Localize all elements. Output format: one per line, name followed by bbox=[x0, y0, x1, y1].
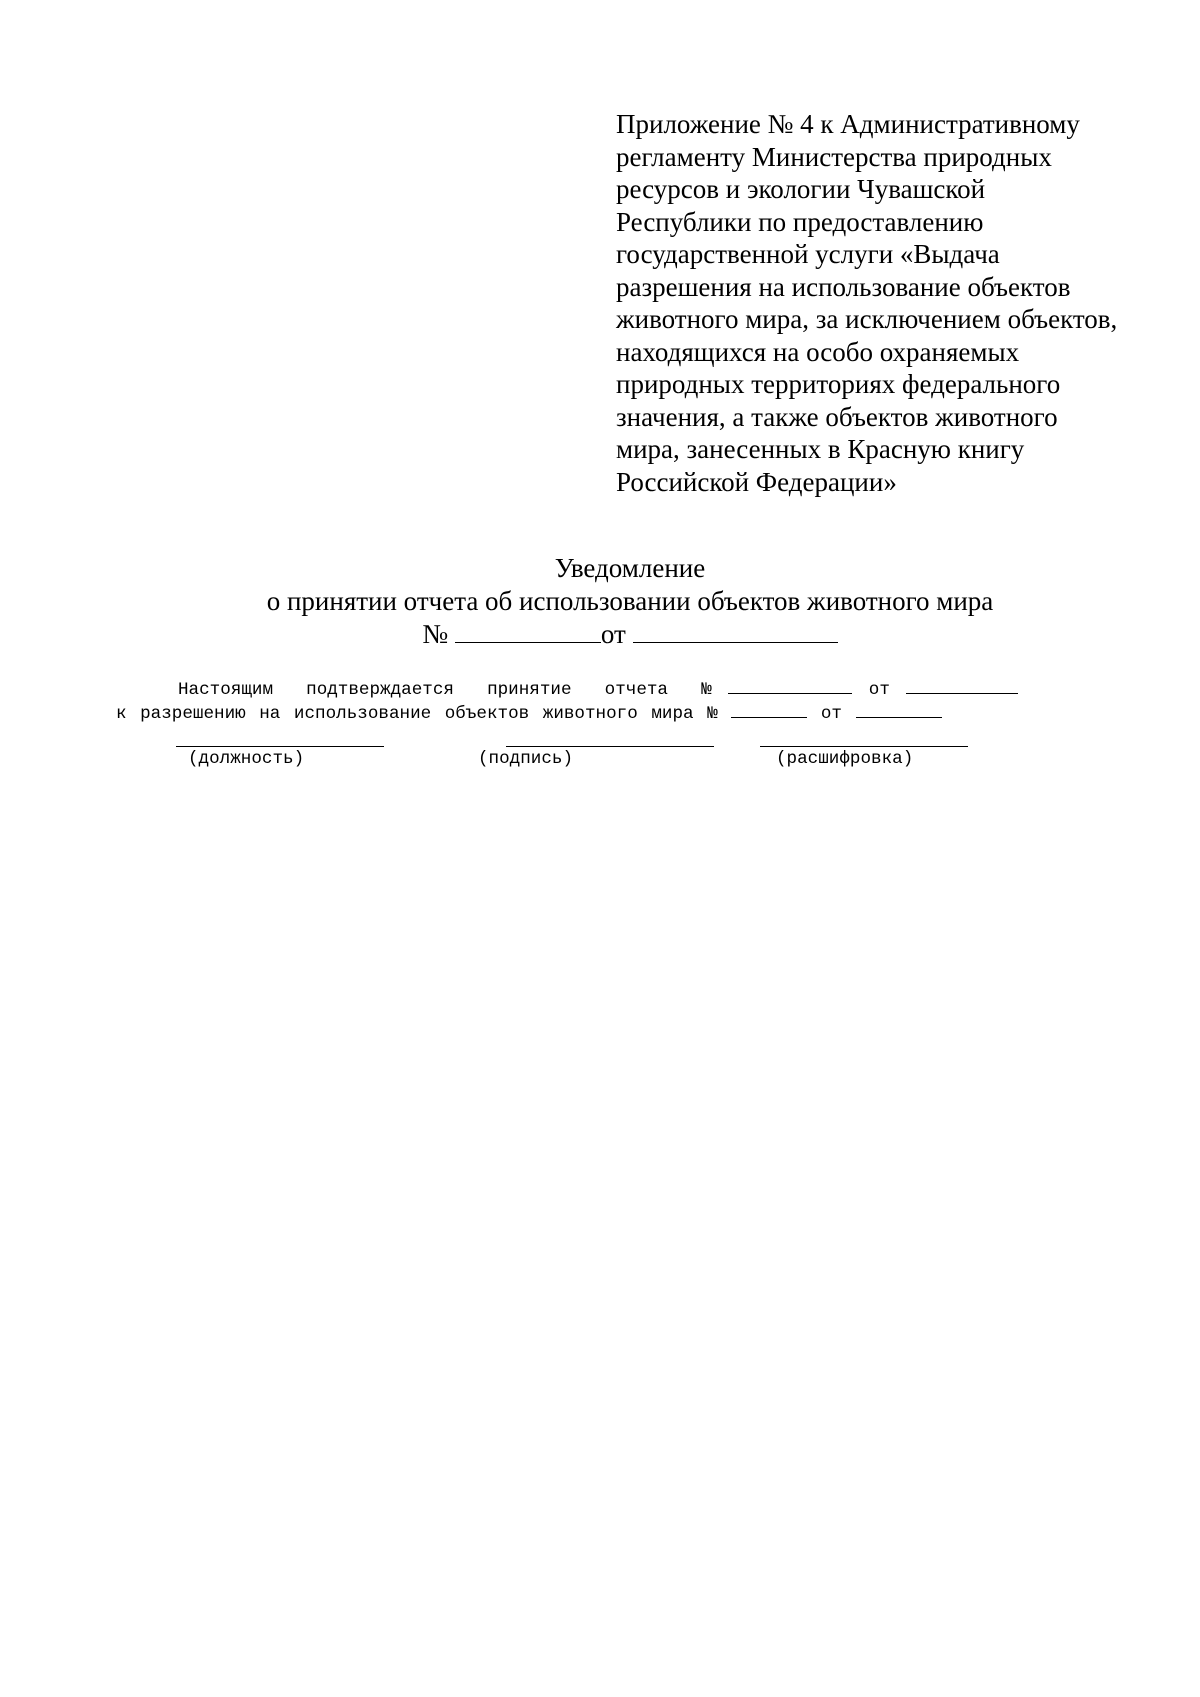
signature-line[interactable] bbox=[506, 746, 714, 747]
report-date-blank[interactable] bbox=[906, 677, 1018, 694]
notice-subtitle: о принятии отчета об использовании объектов животного мира bbox=[266, 586, 994, 616]
appendix-line: Республики по предоставлению bbox=[616, 206, 984, 237]
notice-number-blank[interactable] bbox=[455, 620, 601, 643]
notice-heading bbox=[0, 552, 1200, 651]
permit-text: к разрешению на использование объектов животного мира № bbox=[116, 704, 718, 724]
appendix-line: разрешения на использование объектов bbox=[616, 271, 1071, 302]
confirmation-text: Настоящим подтверждается принятие отчета № bbox=[178, 680, 712, 700]
permit-number-blank[interactable] bbox=[731, 701, 807, 718]
number-sign: № bbox=[422, 619, 449, 649]
appendix-line: природных территориях федерального bbox=[616, 369, 1061, 399]
notice-number-line bbox=[0, 618, 1200, 651]
appendix-line: Российской Федерации» bbox=[616, 466, 897, 497]
position-label: (должность) bbox=[188, 749, 305, 769]
confirmation-row-2 bbox=[116, 701, 942, 726]
appendix-line: государственной услуги «Выдача bbox=[616, 239, 1000, 269]
notice-date-blank[interactable] bbox=[633, 620, 838, 643]
decoding-signature-line[interactable] bbox=[760, 746, 968, 747]
notice-title: Уведомление bbox=[554, 553, 706, 583]
report-number-blank[interactable] bbox=[728, 677, 852, 694]
permit-date-blank[interactable] bbox=[856, 701, 942, 718]
appendix-line: находящихся на особо охраняемых bbox=[616, 336, 1020, 367]
appendix-line: мира, занесенных в Красную книгу bbox=[616, 434, 1025, 464]
appendix-line: Приложение № 4 к Административному bbox=[616, 109, 1080, 139]
appendix-line: значения, а также объектов животного bbox=[616, 401, 1058, 432]
decoding-label: (расшифровка) bbox=[776, 749, 914, 769]
confirmation-row-1 bbox=[178, 677, 1018, 702]
appendix-line: животного мира, за исключением объектов, bbox=[616, 304, 1118, 334]
appendix-line: ресурсов и экологии Чувашской bbox=[616, 174, 986, 204]
appendix-line: регламенту Министерства природных bbox=[616, 141, 1052, 172]
appendix-note bbox=[616, 108, 1176, 498]
from-word: от bbox=[868, 680, 890, 700]
from-word: от bbox=[820, 704, 842, 724]
position-signature-line[interactable] bbox=[176, 746, 384, 747]
from-word: от bbox=[600, 619, 626, 649]
signature-label: (подпись) bbox=[478, 749, 574, 769]
